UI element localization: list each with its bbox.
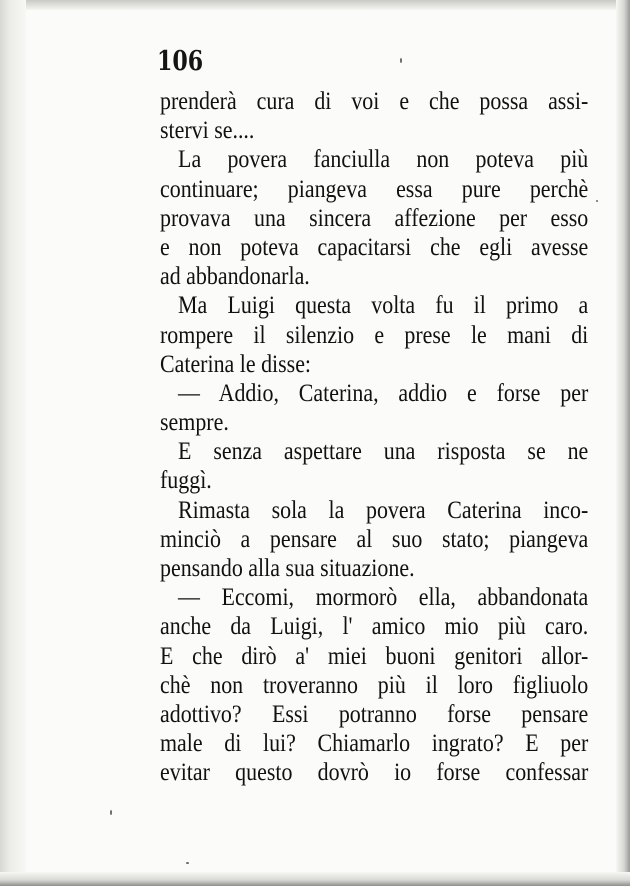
- text-line: — Eccomi, mormorò ella, abbandonata: [178, 582, 589, 612]
- page-number: 106: [157, 46, 204, 77]
- text-line: Rimasta sola la povera Caterina inco-: [178, 494, 589, 524]
- text-line: adottivo? Essi potranno forse pensare: [160, 698, 589, 728]
- text-line: Caterina le disse:: [160, 348, 312, 378]
- text-line: provava una sincera affezione per esso: [160, 202, 589, 232]
- paper-speck: [400, 58, 402, 63]
- text-line: Ma Luigi questa volta fu il primo a: [178, 290, 589, 320]
- text-line: pensando alla sua situazione.: [160, 553, 415, 582]
- paper-speck: [596, 200, 598, 202]
- text-line: prenderà cura di voi e che possa assi-: [160, 86, 589, 115]
- text-line: E senza aspettare una risposta se ne: [178, 436, 589, 466]
- page-edge-left: [0, 0, 26, 886]
- page-edge-top: [0, 0, 630, 10]
- text-line: male di lui? Chiamarlo ingrato? E per: [160, 728, 589, 758]
- text-line: continuare; piangeva essa pure perchè: [160, 173, 589, 203]
- text-line: La povera fanciulla non poteva più: [178, 144, 589, 174]
- text-line: rompere il silenzio e prese le mani di: [160, 319, 589, 349]
- text-line: evitar questo dovrò io forse confessar: [160, 757, 589, 787]
- text-line: ad abbandonarla.: [160, 261, 310, 291]
- text-line: sempre.: [160, 407, 229, 437]
- text-line: fuggì.: [160, 465, 212, 495]
- paper-speck: [110, 810, 112, 815]
- body-text: [160, 86, 588, 787]
- page-edge-bottom: [0, 872, 630, 886]
- paper-speck: [186, 862, 189, 864]
- text-line: minciò a pensare al suo stato; piangeva: [160, 523, 589, 553]
- text-line: — Addio, Caterina, addio e forse per: [178, 377, 589, 407]
- text-line: chè non troveranno più il loro figliuolo: [160, 669, 589, 699]
- text-line: e non poteva capacitarsi che egli avesse: [160, 231, 589, 261]
- text-line: E che dirò a' miei buoni genitori allor-: [160, 640, 589, 670]
- text-line: stervi se....: [160, 115, 255, 145]
- page-edge-right: [616, 0, 630, 886]
- text-line: anche da Luigi, l' amico mio più caro.: [160, 611, 589, 641]
